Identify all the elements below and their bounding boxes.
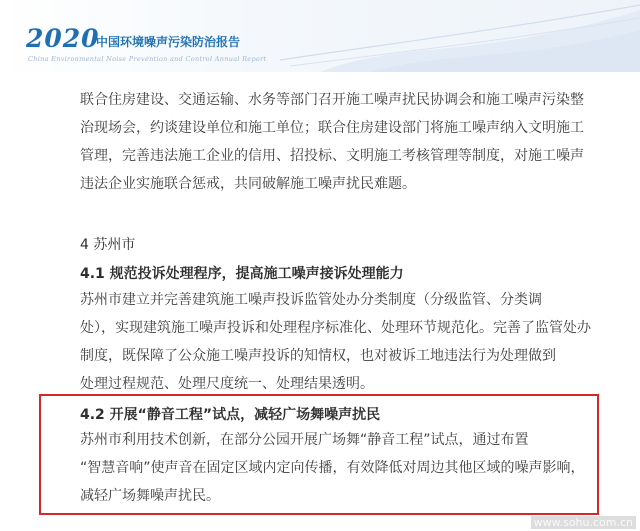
- intro-line-3: 管理，完善违法施工企业的信用、招投标、文明施工考核管理等制度，对施工噪声: [80, 148, 584, 164]
- section-4-1-line-2: 处），实现建筑施工噪声投诉和处理程序标准化、处理环节规范化。完善了监管处办: [80, 320, 591, 336]
- report-subtitle: China Environmental Noise Prevention and Control Annual Report: [28, 55, 267, 63]
- section-4-1-line-4: 处理过程规范、处理尺度统一、处理结果透明。: [80, 376, 374, 392]
- section-4-1-heading: 4.1 规范投诉处理程序，提高施工噪声接诉处理能力: [80, 266, 404, 282]
- watermark: www.sohu.com.cn: [531, 516, 636, 529]
- section-4-1-line-1: 苏州市建立并完善建筑施工噪声投诉监管处办分类制度（分级监管、分类调: [80, 292, 542, 308]
- report-header: [0, 0, 640, 72]
- section-4-2-line-2: “智慧音响”使声音在固定区域内定向传播，有效降低对周边其他区域的噪声影响，: [80, 460, 585, 476]
- intro-line-1: 联合住房建设、交通运输、水务等部门召开施工噪声扰民协调会和施工噪声污染整: [80, 92, 584, 108]
- report-title: 中国环境噪声污染防治报告: [96, 35, 241, 49]
- report-year: 2020: [26, 24, 100, 53]
- intro-line-4: 违法企业实施联合惩戒，共同破解施工噪声扰民难题。: [80, 176, 416, 192]
- section-4-2-heading: 4.2 开展“静音工程”试点，减轻广场舞噪声扰民: [80, 407, 381, 423]
- section-4-1-line-3: 制度，既保障了公众施工噪声投诉的知情权，也对被诉工地违法行为处理做到: [80, 348, 556, 364]
- header-wave-graphic: [280, 0, 640, 72]
- intro-line-2: 治现场会，约谈建设单位和施工单位；联合住房建设部门将施工噪声纳入文明施工: [80, 120, 584, 136]
- section-4-heading: 4 苏州市: [80, 237, 136, 253]
- section-4-2-line-3: 减轻广场舞噪声扰民。: [80, 488, 220, 504]
- section-4-2-line-1: 苏州市利用技术创新，在部分公园开展广场舞“静音工程”试点，通过布置: [80, 432, 529, 448]
